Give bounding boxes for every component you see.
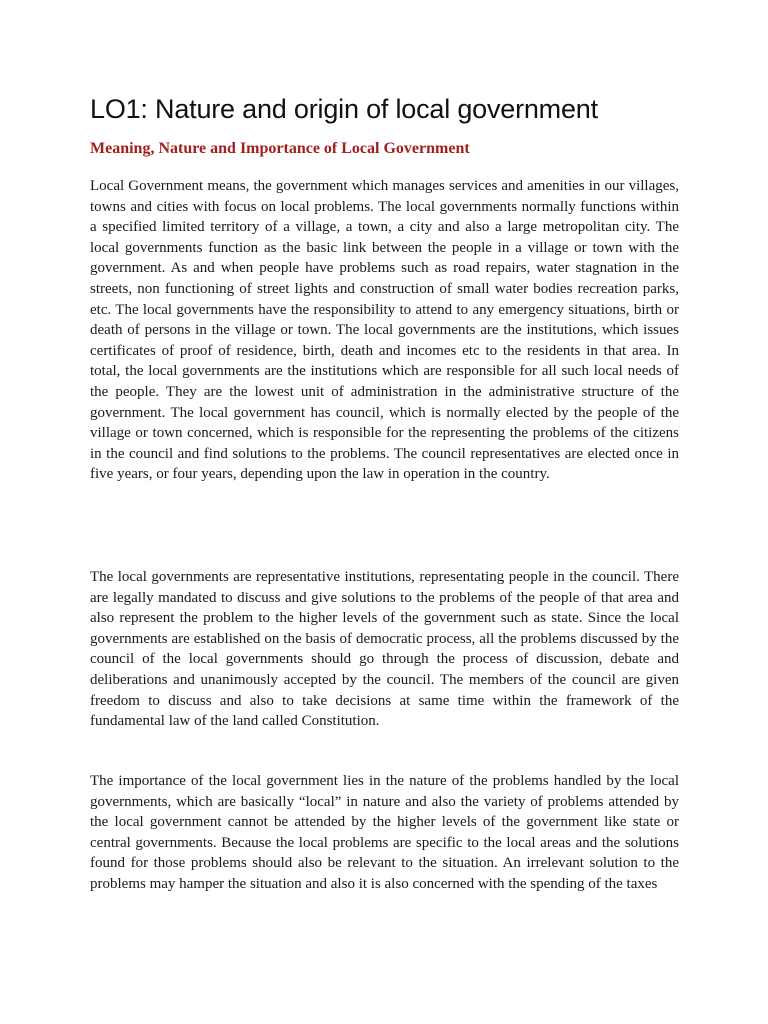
section-heading: Meaning, Nature and Importance of Local Government [90,140,470,157]
paragraph-3: The importance of the local government lies in the nature of the problems handled by the local governments, which are basically “local” in nature and also the variety of problems attended by the local government cannot be attended by the higher levels of the government like state or central governments. Because the local problems are specific to the local areas and the solutions found for those problems should also be relevant to the situation. An irrelevant solution to the problems may hamper the situation and also it is also concerned with the spending of the taxes [90,773,679,892]
paragraph-2: The local governments are representative institutions, representating people in the council. There are legally mandated to discuss and give solutions to the problems of the people of that area and also represent the problem to the higher levels of the government such as state. Since the local governments are established on the basis of democratic process, all the problems discussed by the council of the local governments should go through the process of discussion, debate and deliberations and unanimously accepted by the council. The members of the council are given freedom to discuss and also to take decisions at same time within the framework of the fundamental law of the land called Constitution. [90,569,679,730]
paragraph-1: Local Government means, the government which manages services and amenities in our villages, towns and cities with focus on local problems. The local governments normally functions within a specified limited territory of a village, a town, a city and also a large metropolitan city. The local governments function as the basic link between the people in a village or town with the government. As and when people have problems such as road repairs, water stagnation in the streets, non functioning of street lights and construction of small water bodies recreation parks, etc. The local governments have the responsibility to attend to any emergency situations, birth or death of persons in the village or town. The local governments are the institutions, which issues certificates of proof of residence, birth, death and incomes etc to the residents in that area. In total, the local governments are the institutions which are responsible for all such local needs of the people. They are the lowest unit of administration in the administrative structure of the government. The local government has council, which is normally elected by the people of the village or town concerned, which is responsible for the representing the problems of the citizens in the council and find solutions to the problems. The council representatives are elected once in five years, or four years, depending upon the law in operation in the country. [90,178,679,483]
page-title: LO1: Nature and origin of local government [90,94,598,124]
